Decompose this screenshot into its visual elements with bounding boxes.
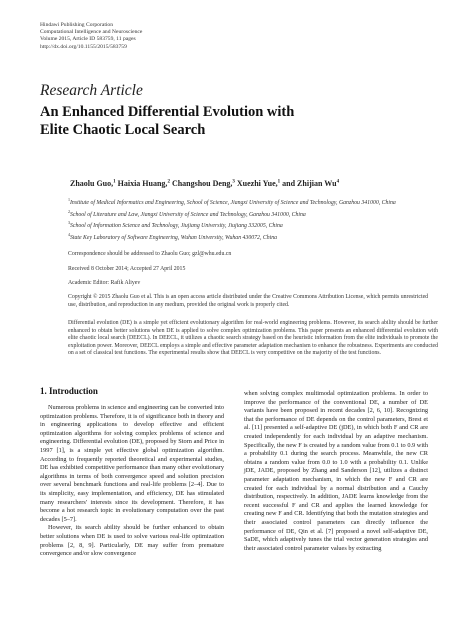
journal-line: Computational Intelligence and Neuroscience [40, 29, 143, 36]
journal-meta [40, 22, 142, 51]
section-heading: 1. Introduction [40, 386, 98, 396]
affiliation: $^4$State Key Laboratory of Software Engineering, Wuhan University, Wuhan 430072, China [68, 231, 278, 241]
affiliation: $^1$Institute of Medical Informatics and Engineering, School of Science, Jiangxi University of Science and Technology, Ganzhou 341000, China [68, 197, 396, 206]
author-name: Haixia Huang, [117, 179, 168, 188]
affiliations [68, 196, 438, 243]
affiliation: $^3$School of Information Science and Technology, Jiujiang University, Jiujiang 332005, China [68, 220, 283, 230]
received-dates: Received 8 October 2014; Accepted 27 April 2015 [68, 266, 186, 272]
author-affil-mark: 1 [113, 179, 116, 185]
author-affil-mark: 3 [232, 179, 235, 185]
author-list [70, 179, 339, 188]
article-type: Research Article [40, 82, 143, 99]
right-column [244, 390, 428, 553]
abstract: Differential evolution (DE) is a simple yet efficient evolutionary algorithm for real-world engineering problems. However, its search ability should be further enhanced to obtain better solutions when DE is applied to solve complex optimization problems. This paper presents an enhanced differential evolution with elite chaotic local search (DEECL). In DEECL, it utilizes a chaotic search strategy based on the heuristic information from the elite individuals to promote the exploitation power. Moreover, DEECL employs a simple and effective parameter adaptation mechanism to enhance the robustness. Experiments are conducted on a set of classical test functions. The experimental results show that DEECL is very competitive on the majority of the test functions. [68, 320, 438, 357]
paragraph: Numerous problems in science and engineering can be converted into optimization problems. Therefore, it is of significance both in theory and in engineering applications to develop effective and efficient optimization algorithms for solving complex problems of science and engineering. Differential evolution (DE), proposed by Storn and Price in 1997 [1], is a simple yet effective global optimization algorithm. According to frequently reported theoretical and experimental studies, DE has exhibited competitive performance than many other evolutionary algorithms in terms of both convergence speed and solution precision over several benchmark functions and real-life problems [2–4]. Due to its simplicity, easy implementation, and efficiency, DE has stimulated many researchers' interests since its development. Therefore, it has become a hot research topic in evolutionary computation over the past decades [5–7]. [40, 404, 224, 523]
paragraph: However, its search ability should be further enhanced to obtain better solutions when DE is used to solve various real-life optimization problems [2, 8, 9]. Particularly, DE may suffer from premature convergence and/or slow convergence [40, 524, 224, 558]
author-name: and Zhijian Wu [282, 179, 337, 188]
author-name: Changshou Deng, [171, 179, 233, 188]
left-column [40, 404, 224, 559]
doi-link[interactable]: http://dx.doi.org/10.1155/2015/583759 [40, 43, 127, 50]
affiliation: $^2$School of Literature and Law, Jiangxi University of Science and Technology, Ganzhou 341000, China [68, 208, 306, 218]
author-affil-mark: 1 [277, 179, 281, 185]
correspondence: Correspondence should be addressed to Zhaolu Guo; gzl@whu.edu.cn [68, 251, 232, 257]
author-affil-mark: 4 [336, 179, 340, 185]
author-name: Xuezhi Yue, [236, 179, 278, 188]
copyright-notice: Copyright © 2015 Zhaolu Guo et al. This is an open access article distributed under the Creative Commons Attribution License, which permits unrestricted use, distribution, and reproduction in any medium, provided the original work is properly cited. [68, 294, 429, 308]
publisher-line: Hindawi Publishing Corporation [40, 22, 114, 28]
volume-line: Volume 2015, Article ID 583759, 11 pages [40, 36, 136, 43]
paragraph: when solving complex multimodal optimization problems. In order to improve the performance of the conventional DE, a number of DE variants have been proposed in recent decades [2, 6, 10]. Recognizing that the performance of DE depends on the control parameters, Brest et al. [11] presented a self-adaptive DE (jDE), in which both F and CR are created independently for each individual by an adaptive mechanism. Specifically, the new F is created by a random value from 0.1 to 0.9 with a probability 0.1 during the search process. Meanwhile, the new CR obtains a random value from 0.0 to 1.0 with a probability 0.1. Unlike jDE, JADE, proposed by Zhang and Sanderson [12], utilizes a distinct parameter adaptation mechanism, in which the new F and CR are created for each individual by a normal distribution and a Cauchy distribution, respectively. In addition, JADE learns knowledge from the recent successful F and CR and applies the learned knowledge for creating new F and CR. Identifying that both the mutation strategies and their associated control parameters can directly influence the performance of DE, Qin et al. [7] proposed a novel self-adaptive DE, SaDE, which adaptively tunes the trial vector generation strategies and their associated control parameter values by extracting [244, 390, 428, 552]
academic-editor: Academic Editor: Rafik Aliyev [68, 280, 141, 286]
title-line-1: An Enhanced Differential Evolution with [40, 104, 295, 120]
title-line-2: Elite Chaotic Local Search [40, 122, 206, 138]
author-name: Zhaolu Guo, [70, 179, 114, 188]
author-affil-mark: 2 [167, 179, 170, 185]
paper-title [40, 103, 440, 139]
